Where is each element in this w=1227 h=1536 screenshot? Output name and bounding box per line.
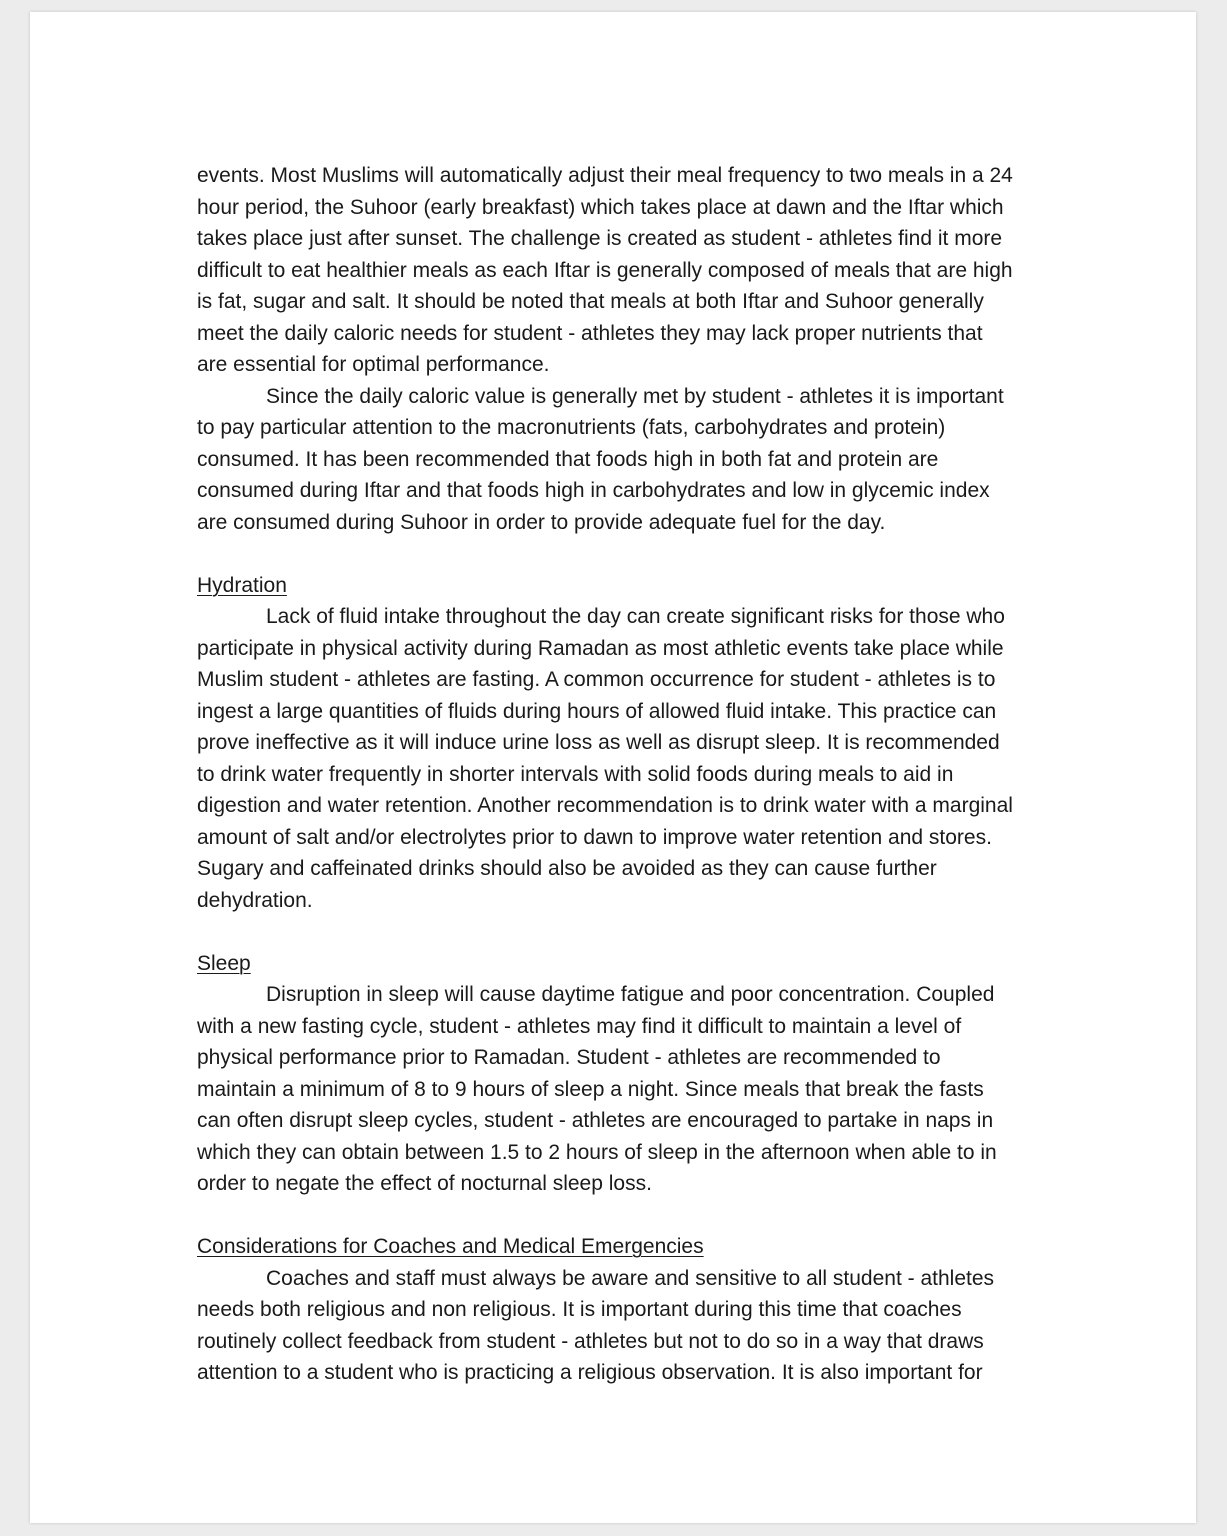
- text-line: attention to a student who is practicing a religious observation. It is also important for: [197, 1361, 983, 1384]
- text-line: events. Most Muslims will automatically adjust their meal frequency to two meals in a 24: [197, 164, 1013, 187]
- document-body: [197, 160, 1097, 1389]
- text-line: physical performance prior to Ramadan. Student - athletes are recommended to: [197, 1046, 941, 1069]
- text-line: amount of salt and/or electrolytes prior to dawn to improve water retention and stores.: [197, 825, 992, 849]
- text-line: Coaches and staff must always be aware and sensitive to all student - athletes: [266, 1266, 995, 1290]
- text-line: are consumed during Suhoor in order to provide adequate fuel for the day.: [197, 510, 886, 534]
- text-line: maintain a minimum of 8 to 9 hours of sleep a night. Since meals that break the fasts: [197, 1077, 984, 1101]
- text-line: Lack of fluid intake throughout the day can create significant risks for those who: [266, 605, 1005, 628]
- section-heading-hydration: Hydration: [197, 573, 287, 597]
- section-coaches: [197, 1231, 1097, 1389]
- text-line: takes place just after sunset. The challenge is created as student - athletes find it more: [197, 227, 1003, 250]
- text-line: Since the daily caloric value is generally met by student - athletes it is important: [266, 384, 1004, 408]
- text-line: difficult to eat healthier meals as each Iftar is generally composed of meals that are high: [197, 258, 1013, 282]
- text-line: to drink water frequently in shorter intervals with solid foods during meals to aid in: [197, 762, 954, 786]
- text-line: Muslim student - athletes are fasting. A common occurrence for student - athletes is to: [197, 668, 996, 691]
- paragraph-macronutrients: [197, 381, 1097, 539]
- text-line: prove ineffective as it will induce urine loss as well as disrupt sleep. It is recommended: [197, 731, 1000, 754]
- section-hydration: [197, 570, 1097, 917]
- text-line: needs both religious and non religious. It is important during this time that coaches: [197, 1298, 962, 1321]
- text-line: Disruption in sleep will cause daytime fatigue and poor concentration. Coupled: [266, 983, 995, 1006]
- text-line: digestion and water retention. Another recommendation is to drink water with a marginal: [197, 794, 1013, 817]
- spacer: [197, 538, 1097, 570]
- text-line: are essential for optimal performance.: [197, 353, 550, 376]
- text-line: meet the daily caloric needs for student - athletes they may lack proper nutrients that: [197, 321, 983, 345]
- text-line: consumed during Iftar and that foods high in carbohydrates and low in glycemic index: [197, 479, 990, 502]
- spacer: [197, 1200, 1097, 1232]
- text-line: order to negate the effect of nocturnal sleep loss.: [197, 1172, 652, 1195]
- text-line: participate in physical activity during Ramadan as most athletic events take place while: [197, 636, 1004, 660]
- text-line: dehydration.: [197, 888, 313, 912]
- text-line: hour period, the Suhoor (early breakfast) which takes place at dawn and the Iftar which: [197, 195, 1004, 219]
- document-page: [30, 12, 1196, 1523]
- paragraph-meal-frequency: [197, 160, 1097, 381]
- text-line: to pay particular attention to the macronutrients (fats, carbohydrates and protein): [197, 416, 946, 439]
- text-line: can often disrupt sleep cycles, student - athletes are encouraged to partake in naps in: [197, 1109, 994, 1132]
- text-line: is fat, sugar and salt. It should be noted that meals at both Iftar and Suhoor generally: [197, 290, 984, 313]
- text-line: ingest a large quantities of fluids during hours of allowed fluid intake. This practice can: [197, 699, 997, 723]
- section-sleep: [197, 948, 1097, 1200]
- text-line: Sugary and caffeinated drinks should also be avoided as they can cause further: [197, 857, 937, 880]
- spacer: [197, 916, 1097, 948]
- text-line: routinely collect feedback from student - athletes but not to do so in a way that draws: [197, 1329, 984, 1353]
- text-line: with a new fasting cycle, student - athletes may find it difficult to maintain a level of: [197, 1014, 962, 1038]
- section-heading-sleep: Sleep: [197, 951, 251, 975]
- text-line: which they can obtain between 1.5 to 2 hours of sleep in the afternoon when able to in: [197, 1140, 997, 1164]
- section-heading-coaches: Considerations for Coaches and Medical Emergencies: [197, 1235, 704, 1258]
- text-line: consumed. It has been recommended that foods high in both fat and protein are: [197, 447, 939, 471]
